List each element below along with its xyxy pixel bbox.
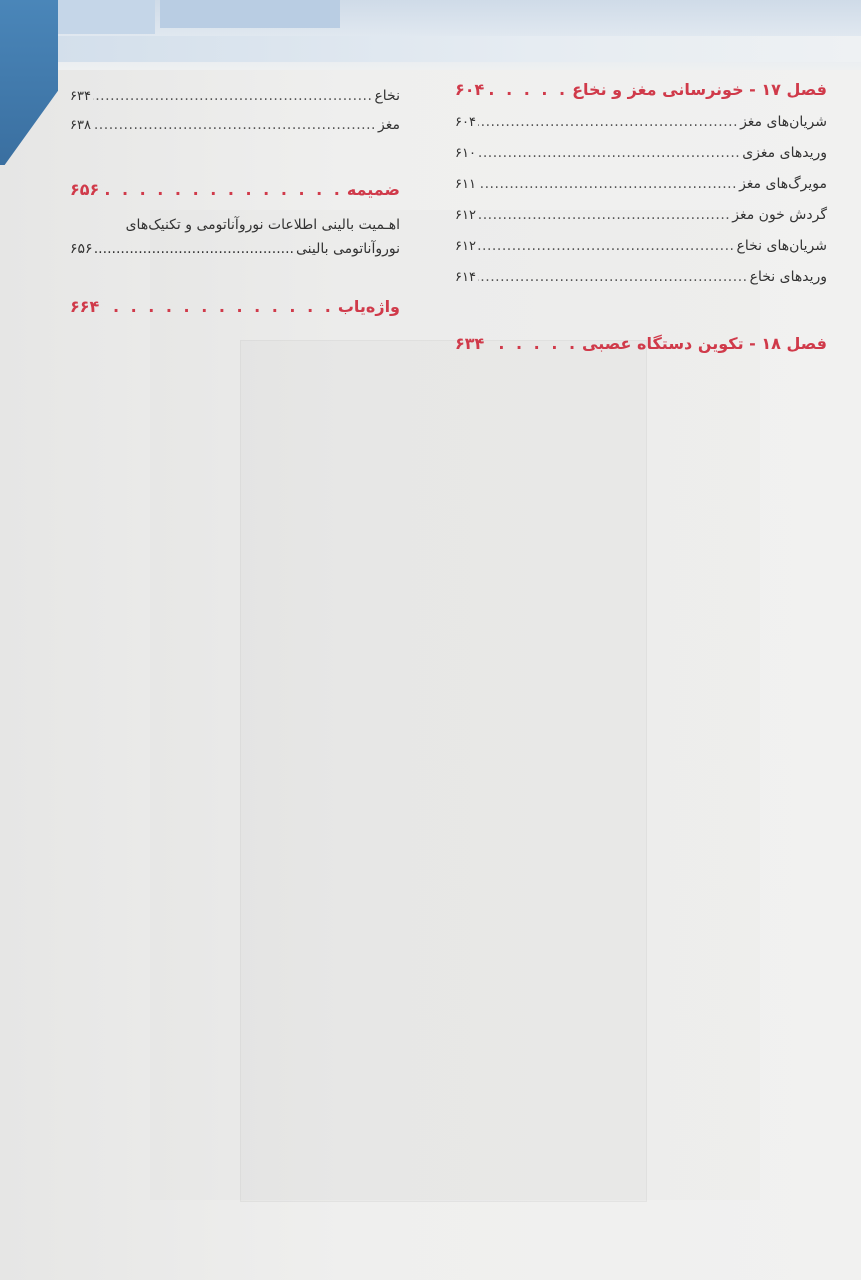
leader-dots [488,334,578,353]
toc-entry[interactable] [455,238,827,269]
leader-dots [103,180,343,199]
header-block [55,0,155,34]
appendix-page: ۶۵۶ [70,180,100,199]
entry-label: شریان‌های نخاع [736,238,827,254]
entry-page: ۶۱۰ [455,146,476,161]
toc-chapter-18[interactable] [455,334,827,360]
entry-label: مویرگ‌های مغز [739,176,827,192]
entry-label: شریان‌های مغز [740,114,827,130]
leader-dots [478,238,735,254]
entry-page: ۶۱۲ [455,239,476,254]
toc-glossary[interactable] [70,297,400,323]
show-through-figure [240,340,647,1202]
leader-dots [95,241,294,257]
leader-dots [478,269,748,285]
entry-label: وریدهای مغزی [742,145,827,161]
toc-entry[interactable] [455,176,827,207]
header-strip [55,36,861,62]
entry-page: ۶۱۲ [455,208,476,223]
toc-entry[interactable] [455,114,827,145]
header-block [160,0,340,28]
leader-dots [478,114,738,130]
leader-dots [103,297,334,316]
chapter-title: فصل ۱۷ - خونرسانی مغز و نخاع [572,80,827,99]
toc-chapter-17[interactable] [455,80,827,106]
toc-entry[interactable] [70,117,400,146]
entry-label: نوروآناتومی بالینی [296,241,400,257]
entry-label: گردش خون مغز [732,207,827,223]
leader-dots [478,145,740,161]
entry-label: نخاع [374,88,400,104]
toc-appendix[interactable] [70,180,400,206]
appendix-title: ضمیمه [346,180,400,199]
toc-entry[interactable] [455,207,827,238]
entry-label: مغز [378,117,400,133]
leader-dots [93,88,372,104]
toc-left-column [70,88,400,323]
entry-page: ۶۳۸ [70,118,91,133]
glossary-page: ۶۶۴ [70,297,100,316]
page-edge-tab [0,0,58,165]
entry-page: ۶۱۱ [455,177,476,192]
leader-dots [488,80,568,99]
header-band [0,0,861,70]
toc-entry[interactable] [70,88,400,117]
glossary-title: واژه‌یاب [337,297,400,316]
chapter-title: فصل ۱۸ - تکوین دستگاه عصبی [582,334,827,353]
chapter-page: ۶۰۴ [455,80,485,99]
leader-dots [478,207,730,223]
leader-dots [478,176,737,192]
entry-page: ۶۵۶ [70,241,93,257]
toc-entry[interactable] [455,269,827,300]
toc-entry[interactable] [70,241,400,267]
entry-page: ۶۰۴ [455,115,476,130]
appendix-description: اهـمیت بالینی اطلاعات نوروآناتومی و تکنیک‌های [125,217,400,233]
entry-page: ۶۱۴ [455,270,476,285]
chapter-page: ۶۳۴ [455,334,485,353]
entry-label: وریدهای نخاع [749,269,827,285]
leader-dots [93,117,376,133]
entry-page: ۶۳۴ [70,89,91,104]
toc-right-column [455,80,827,360]
toc-entry[interactable] [455,145,827,176]
